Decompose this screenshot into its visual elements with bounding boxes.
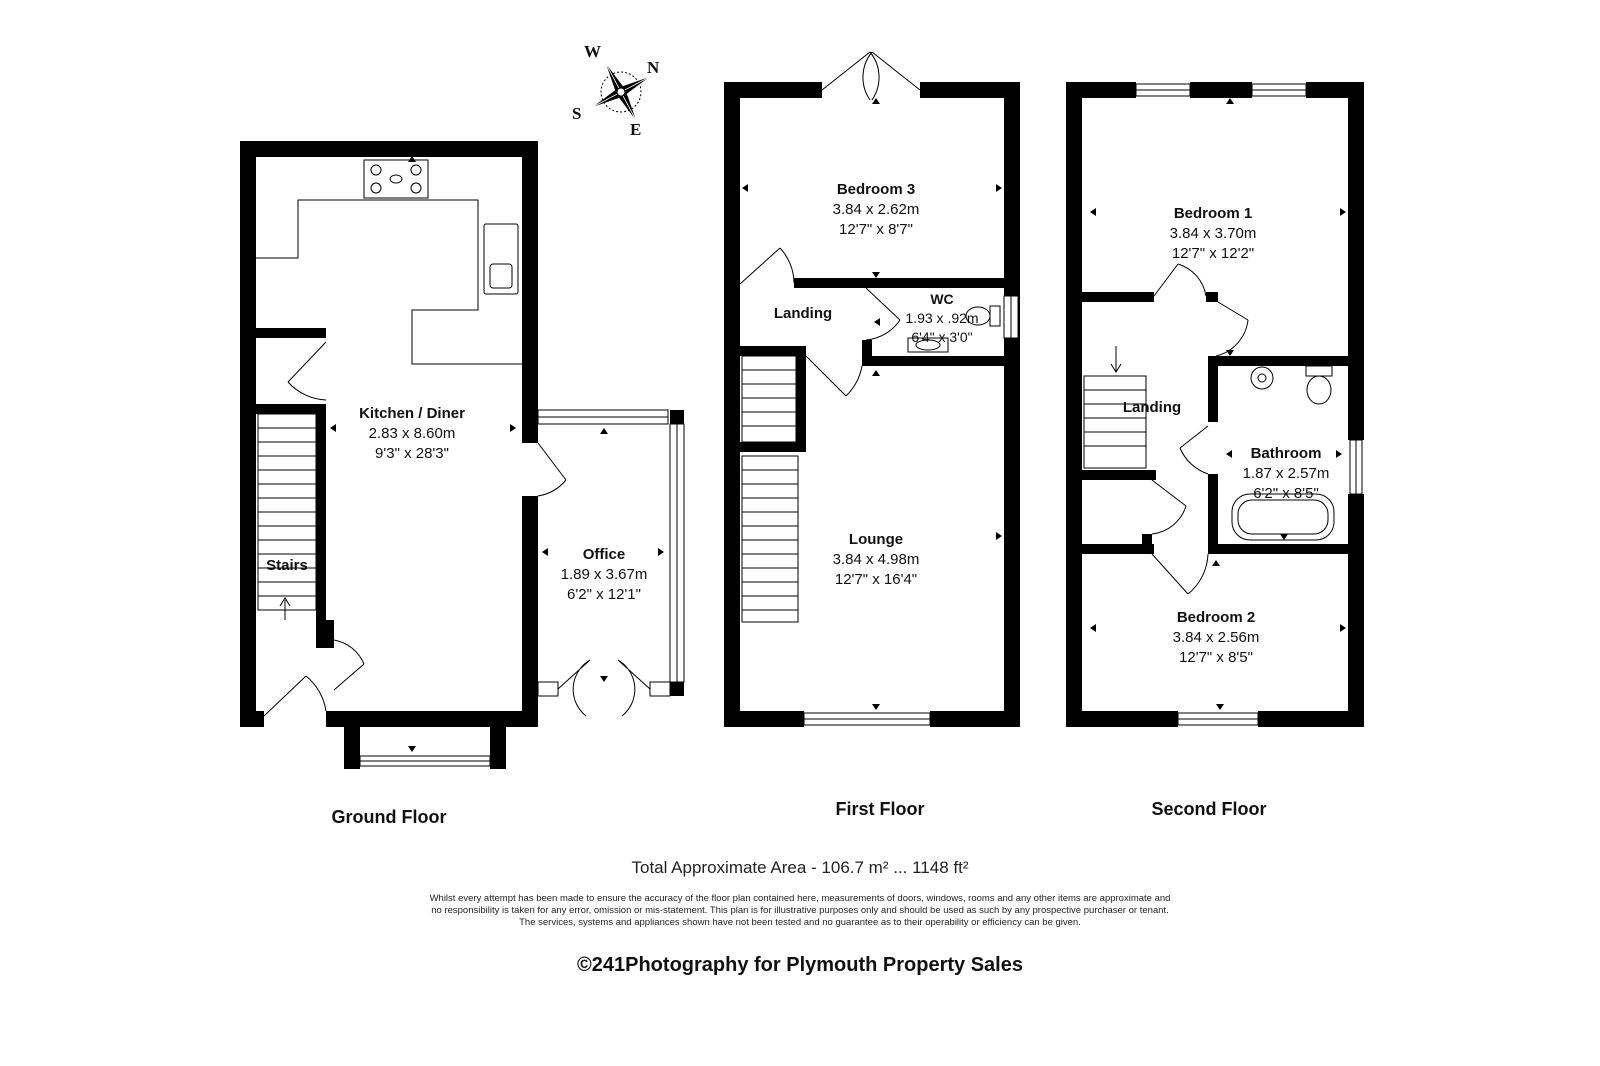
room-name: Kitchen / Diner (359, 405, 465, 422)
room-metric: 3.84 x 2.56m (1172, 629, 1260, 646)
room-metric: 3.84 x 4.98m (832, 551, 920, 568)
room-label-landing-second (1123, 398, 1181, 418)
room-metric: 1.93 x .92m (905, 310, 979, 326)
room-name: Bedroom 2 (1176, 609, 1256, 626)
room-metric: 2.83 x 8.60m (368, 425, 456, 442)
compass-n-label: N (647, 58, 660, 77)
total-area: Total Approximate Area - 106.7 m² ... 1148 ft² (631, 858, 969, 877)
room-name: Bedroom 1 (1173, 205, 1253, 222)
room-name: Stairs (266, 557, 308, 574)
room-name: Lounge (848, 531, 904, 548)
compass-e-label: E (630, 120, 642, 139)
room-name: Bedroom 3 (836, 181, 916, 198)
stairs-ground (258, 414, 316, 620)
room-imperial: 6'2" x 8'5" (1253, 485, 1319, 502)
room-label-office (561, 545, 648, 605)
second-floor-title: Second Floor (1151, 799, 1267, 819)
stairs-first-lower (742, 456, 798, 622)
room-imperial: 6'4" x 3'0" (911, 329, 973, 345)
room-label-stairs (266, 556, 308, 576)
hob-icon (364, 160, 428, 198)
room-name: Landing (1122, 399, 1182, 416)
room-label-bedroom1 (1170, 204, 1257, 264)
room-metric: 1.89 x 3.67m (560, 566, 648, 583)
disclaimer (370, 893, 1230, 929)
room-label-wc (905, 290, 978, 347)
room-imperial: 6'2" x 12'1" (567, 586, 641, 603)
room-metric: 1.87 x 2.57m (1242, 465, 1330, 482)
room-metric: 3.84 x 2.62m (832, 201, 920, 218)
room-label-kitchen (359, 404, 465, 464)
room-imperial: 12'7" x 8'7" (839, 221, 913, 238)
room-label-lounge (833, 530, 920, 590)
ground-floor-title: Ground Floor (331, 807, 447, 827)
photography-credit: ©241Photography for Plymouth Property Sales (577, 954, 1023, 976)
stairs-first-upper (742, 356, 796, 442)
room-label-bedroom3 (833, 180, 920, 240)
room-imperial: 12'7" x 12'2" (1171, 245, 1255, 262)
compass-w-label: W (584, 42, 601, 61)
room-label-landing-first (774, 304, 832, 324)
room-label-bathroom (1243, 444, 1330, 504)
room-name: Landing (773, 305, 833, 322)
room-imperial: 12'7" x 16'4" (834, 571, 918, 588)
room-label-bedroom2 (1173, 608, 1260, 668)
room-imperial: 12'7" x 8'5" (1179, 649, 1253, 666)
first-floor-title: First Floor (835, 799, 925, 819)
room-imperial: 9'3" x 28'3" (375, 445, 449, 462)
disclaimer-line: Whilst every attempt has been made to ensure the accuracy of the floor plan contained here, measurements of doors, windows, rooms and any other items are approximate and (429, 893, 1171, 904)
room-name: Bathroom (1250, 445, 1322, 462)
compass-s-label: S (572, 104, 582, 123)
disclaimer-line: no responsibility is taken for any error, omission or mis-statement. This plan is for illustrative purposes only and should be used as such by any prospective purchaser or tenant. (431, 905, 1169, 916)
first-floor-plan (724, 52, 1020, 727)
room-name: Office (582, 546, 626, 563)
disclaimer-line: The services, systems and appliances shown have not been tested and no guarantee as to their operability or efficiency can be given. (519, 917, 1081, 928)
room-metric: 3.84 x 3.70m (1169, 225, 1257, 242)
room-name: WC (930, 291, 954, 307)
